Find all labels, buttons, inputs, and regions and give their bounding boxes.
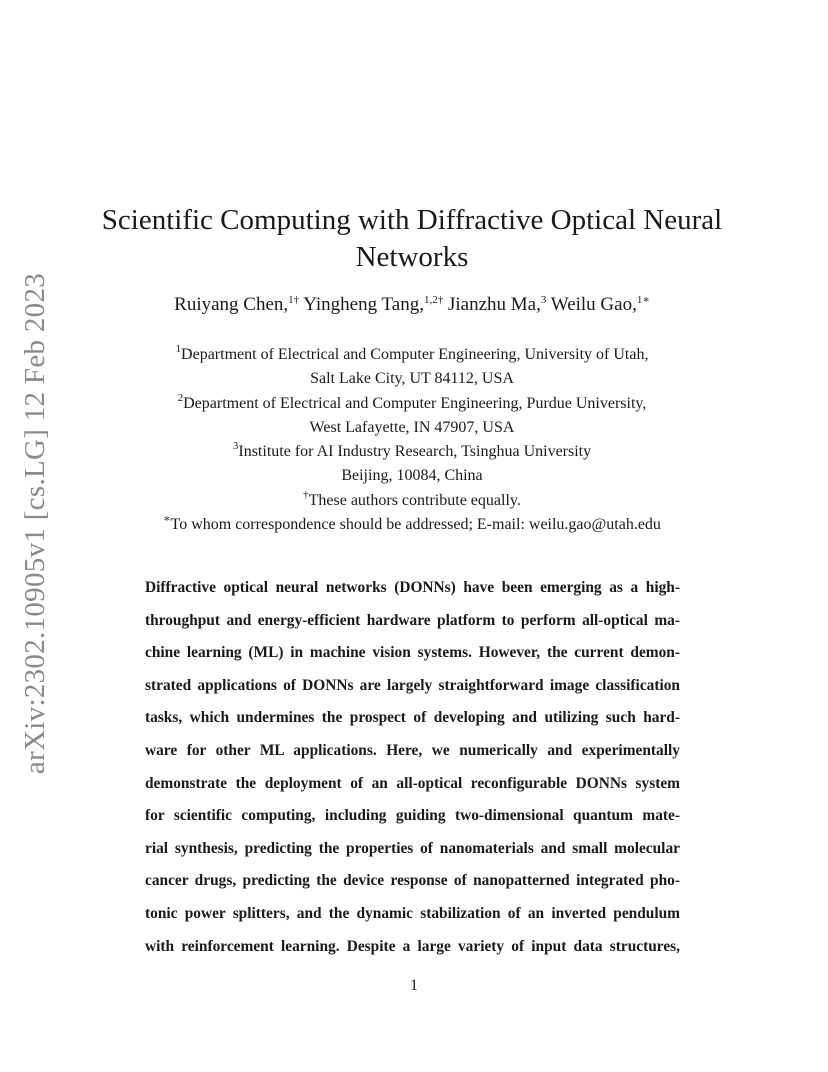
correspondence-mark: ∗ [163,513,171,526]
correspondence-text: To whom correspondence should be addressed; E-mail: weilu.gao@utah.edu [170,516,661,534]
affiliation-text: Salt Lake City, UT 84112, USA [310,370,514,388]
arxiv-identifier-stamp [14,272,58,774]
affiliation-text: Department of Electrical and Computer Engineering, University of Utah, [181,346,649,363]
paper-title: Scientific Computing with Diffractive Optical Neural Networks [101,204,723,273]
author-name: Ruiyang Chen, [174,294,289,315]
affiliation-mark: 2 [177,391,184,404]
abstract-line: strated applications of DONNs are largely straightforward image classification [145,676,680,694]
abstract-line: chine learning (ML) in machine vision systems. However, the current demon- [145,644,680,662]
equal-contribution-note [90,489,734,513]
affiliation-line [90,392,734,416]
abstract-line: for scientific computing, including guiding two-dimensional quantum mate- [145,807,680,825]
abstract [145,572,680,963]
abstract-line: throughput and energy-efficient hardware platform to perform all-optical ma- [145,611,680,629]
affiliation-line [90,440,734,464]
author-affiliation-mark: 3 [540,294,547,306]
affiliation-block [90,343,734,537]
abstract-line: ware for other ML applications. Here, we numerically and experimentally [145,741,680,759]
abstract-line: with reinforcement learning. Despite a large variety of input data structures, [145,937,680,955]
author-affiliation-mark: 1† [288,294,300,306]
author-name: Jianzhu Ma, [447,294,541,315]
abstract-line: cancer drugs, predicting the device response of nanopatterned integrated pho- [145,872,680,890]
page-number: 1 [410,977,418,994]
arxiv-identifier-text: arXiv:2302.10905v1 [cs.LG] 12 Feb 2023 [19,272,52,774]
author-list [90,292,734,318]
affiliation-text: Beijing, 10084, China [341,467,483,485]
affiliation-text: Department of Electrical and Computer Engineering, Purdue University, [183,394,647,412]
correspondence-note [90,513,734,537]
abstract-line: tasks, which undermines the prospect of developing and utilizing such hard- [145,709,680,727]
abstract-line: Diffractive optical neural networks (DONNs) have been emerging as a high- [145,579,680,596]
affiliation-mark: 3 [232,440,239,453]
affiliation-text: Institute for AI Industry Research, Tsinghua University [238,443,592,461]
author-name: Yingheng Tang, [303,294,424,315]
abstract-line: tonic power splitters, and the dynamic stabilization of an inverted pendulum [145,904,680,922]
equal-contribution-text: These authors contribute equally. [308,491,521,509]
abstract-line: demonstrate the deployment of an all-optical reconfigurable DONNs system [145,774,680,792]
abstract-line: rial synthesis, predicting the properties of nanomaterials and small molecular [145,839,680,857]
author-affiliation-mark: 1∗ [636,294,650,306]
affiliation-line [90,367,734,391]
author-affiliation-mark: 1,2† [423,294,444,306]
affiliation-text: West Lafayette, IN 47907, USA [309,418,515,436]
affiliation-line [90,343,734,367]
affiliation-mark: 1 [175,343,182,355]
author-name: Weilu Gao, [550,294,637,315]
affiliation-line [90,416,734,440]
equal-contribution-mark: † [303,488,309,501]
affiliation-line [90,464,734,488]
